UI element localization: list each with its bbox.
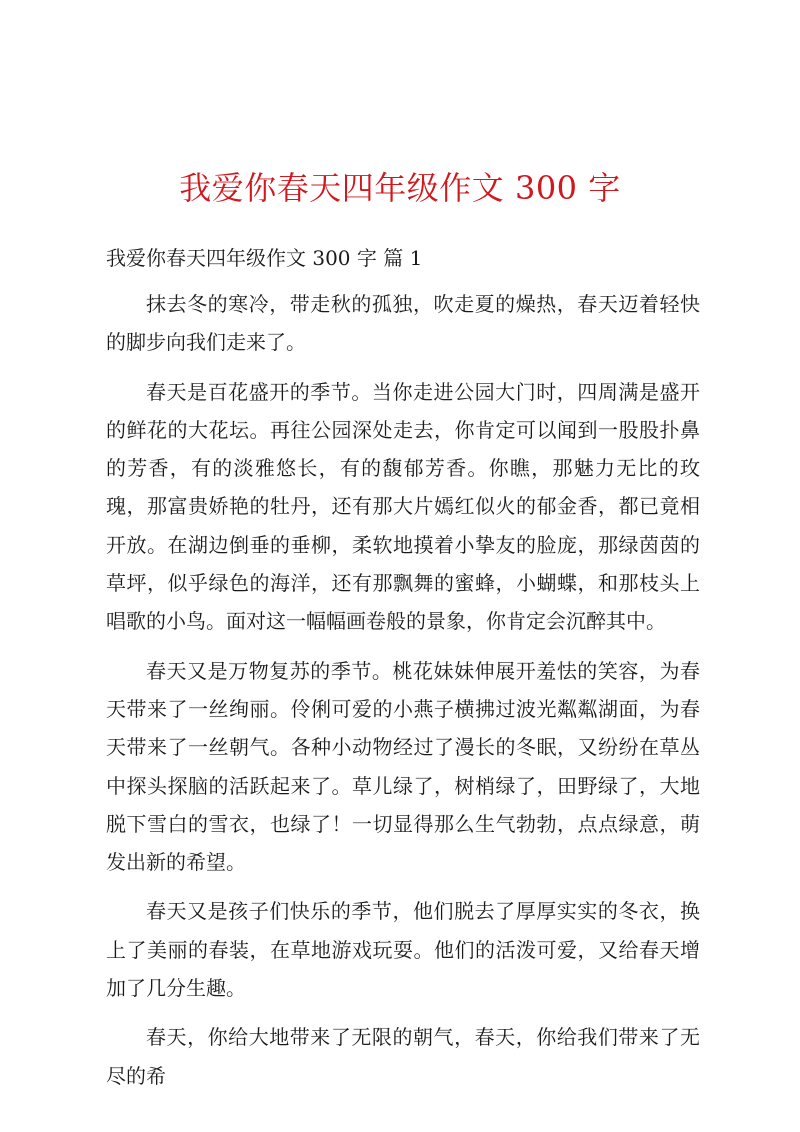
paragraph: 春天又是孩子们快乐的季节，他们脱去了厚厚实实的冬衣，换上了美丽的春装，在草地游戏玩耍。他们的活泼可爱，又给春天增加了几分生趣。 [106, 899, 700, 1001]
paragraph: 抹去冬的寒冷，带走秋的孤独，吹走夏的燥热，春天迈着轻快的脚步向我们走来了。 [106, 292, 700, 355]
paragraph: 春天是百花盛开的季节。当你走进公园大门时，四周满是盛开的鲜花的大花坛。再往公园深处走去，你肯定可以闻到一股股扑鼻的芳香，有的淡雅悠长，有的馥郁芳香。你瞧，那魅力无比的玫瑰，那富贵娇艳的牡丹，还有那大片嫣红似火的郁金香，都已竟相开放。在湖边倒垂的垂柳，柔软地摸着小挚友的脸庞，那绿茵茵的草坪，似乎绿色的海洋，还有那飘舞的蜜蜂，小蝴蝶，和那枝头上唱歌的小鸟。面对这一幅幅画卷般的景象，你肯定会沉醉其中。 [106, 379, 700, 634]
document-title: 我爱你春天四年级作文 300 字 [179, 169, 621, 207]
paragraph: 春天，你给大地带来了无限的朝气，春天，你给我们带来了无尽的希 [106, 1025, 700, 1088]
section-heading: 我爱你春天四年级作文 300 字 篇 1 [106, 246, 423, 270]
paragraph: 春天又是万物复苏的季节。桃花妹妹伸展开羞怯的笑容，为春天带来了一丝绚丽。伶俐可爱的小燕子横拂过波光粼粼湖面，为春天带来了一丝朝气。各种小动物经过了漫长的冬眠，又纷纷在草丛中探头探脑的活跃起来了。草儿绿了，树梢绿了，田野绿了，大地脱下雪白的雪衣，也绿了！一切显得那么生气勃勃，点点绿意，萌发出新的希望。 [106, 658, 700, 875]
essay-body [106, 285, 700, 1106]
